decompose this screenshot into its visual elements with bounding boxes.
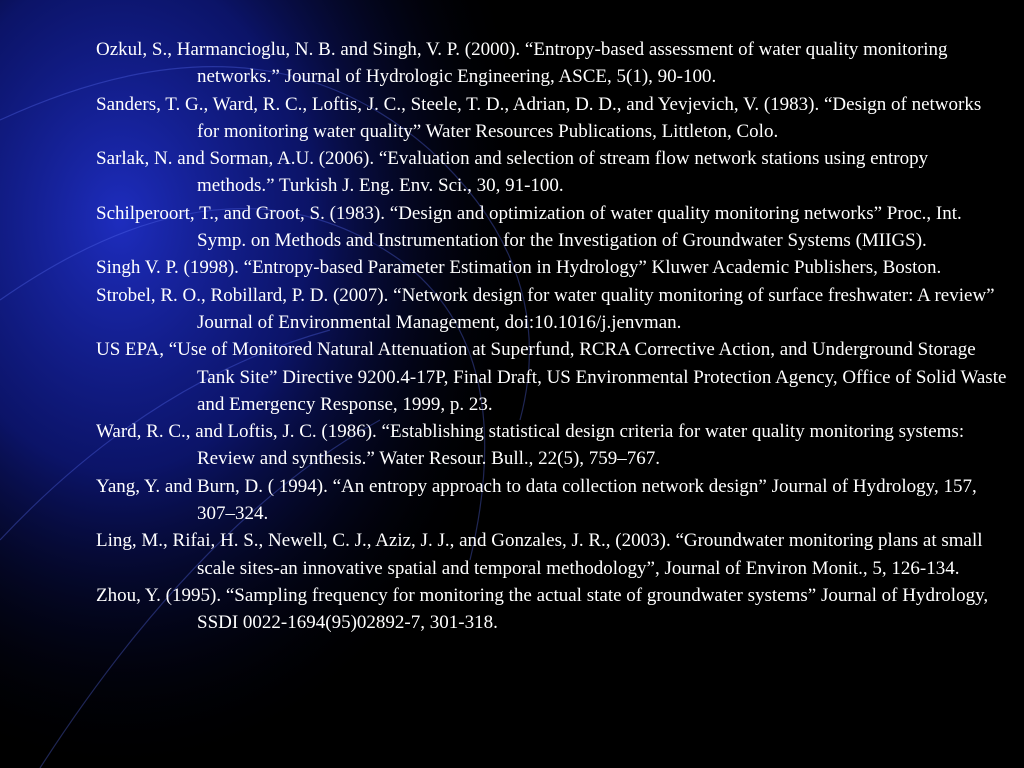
reference-entry: Zhou, Y. (1995). “Sampling frequency for monitoring the actual state of groundwater systems” Journal of Hydrology, SSDI 0022-1694(95)02892-7, 301-318. — [96, 584, 989, 634]
reference-entry: Strobel, R. O., Robillard, P. D. (2007). “Network design for water quality monitoring of surface freshwater: A review” Journal of Environmental Management, doi:10.1016/j.jenvman. — [96, 284, 995, 333]
reference-entry: Sanders, T. G., Ward, R. C., Loftis, J. C., Steele, T. D., Adrian, D. D., and Yevjevich, V. (1983). “Design of networks for monitoring water quality” Water Resources Publications, Littleton, Colo. — [96, 93, 982, 142]
reference-entry: Ward, R. C., and Loftis, J. C. (1986). “Establishing statistical design criteria for water quality monitoring systems: Review and synthesis.” Water Resour. Bull., 22(5), 759–767. — [96, 421, 965, 470]
reference-entry: Schilperoort, T., and Groot, S. (1983). “Design and optimization of water quality monitoring networks” Proc., Int. Symp. on Methods and Instrumentation for the Investigation of Groundwater Systems (MIIGS). — [96, 202, 962, 252]
reference-entry: Yang, Y. and Burn, D. ( 1994). “An entropy approach to data collection network design” Journal of Hydrology, 157, 307–324. — [96, 475, 977, 525]
reference-entry: Ling, M., Rifai, H. S., Newell, C. J., Aziz, J. J., and Gonzales, J. R., (2003). “Groundwater monitoring plans at small scale sites-an innovative spatial and temporal methodology”, Journal of Environ Monit., 5, 126-134. — [96, 530, 983, 579]
reference-entry: Ozkul, S., Harmancioglu, N. B. and Singh, V. P. (2000). “Entropy-based assessment of water quality monitoring networks.” Journal of Hydrologic Engineering, ASCE, 5(1), 90-100. — [96, 39, 948, 88]
reference-entry: US EPA, “Use of Monitored Natural Attenuation at Superfund, RCRA Corrective Action, and Underground Storage Tank Site” Directive 9200.4-17P, Final Draft, US Environmental Protection Agency, Office of Solid Waste and Emergency Response, 1999, p. 23. — [96, 339, 1007, 415]
reference-entry: Singh V. P. (1998). “Entropy-based Parameter Estimation in Hydrology” Kluwer Academic Publishers, Boston. — [96, 257, 942, 279]
reference-list — [96, 36, 1008, 637]
reference-entry: Sarlak, N. and Sorman, A.U. (2006). “Evaluation and selection of stream flow network stations using entropy methods.” Turkish J. Eng. Env. Sci., 30, 91-100. — [96, 148, 929, 197]
